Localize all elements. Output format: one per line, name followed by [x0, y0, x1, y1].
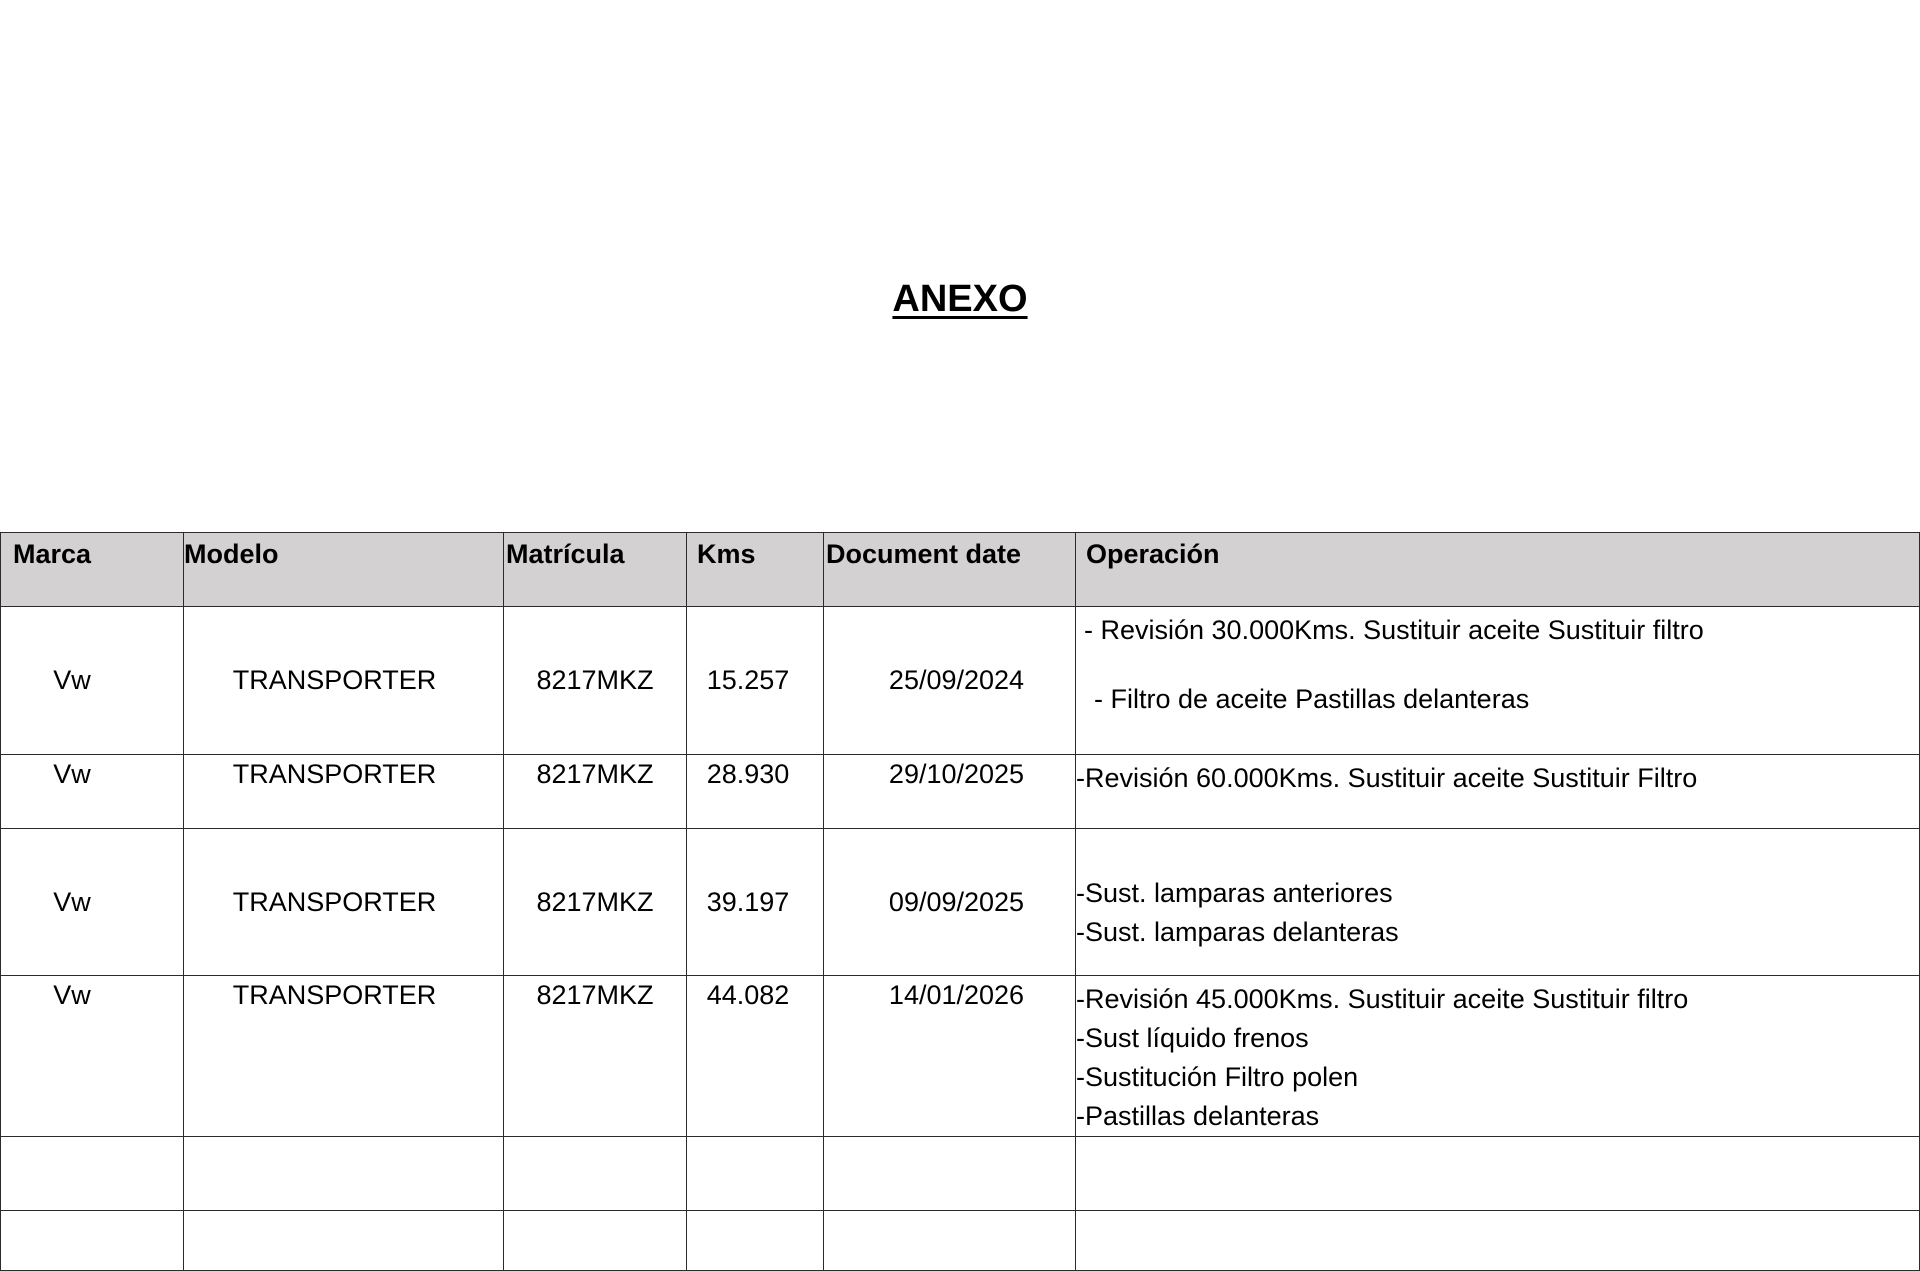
table-header-row — [1, 533, 1920, 607]
maintenance-table — [0, 532, 1920, 1271]
empty-cell — [824, 1211, 1076, 1271]
empty-cell — [687, 1137, 824, 1211]
table-row — [1, 976, 1920, 1137]
cell-kms: 28.930 — [687, 755, 824, 829]
cell-date: 25/09/2024 — [824, 607, 1076, 755]
header-marca: Marca — [1, 533, 184, 607]
header-matricula: Matrícula — [504, 533, 687, 607]
table-row — [1, 607, 1920, 755]
empty-cell — [687, 1211, 824, 1271]
cell-marca: Vw — [1, 829, 184, 976]
cell-marca: Vw — [1, 755, 184, 829]
cell-marca: Vw — [1, 976, 184, 1137]
table-row-empty — [1, 1211, 1920, 1271]
cell-matricula: 8217MKZ — [504, 976, 687, 1137]
cell-kms: 15.257 — [687, 607, 824, 755]
operation-line: -Sust líquido frenos — [1076, 1023, 1309, 1053]
cell-modelo: TRANSPORTER — [184, 755, 504, 829]
cell-marca: Vw — [1, 607, 184, 755]
header-operacion: Operación — [1076, 533, 1920, 607]
table-row-empty — [1, 1137, 1920, 1211]
operation-line: -Revisión 45.000Kms. Sustituir aceite Sustituir filtro — [1076, 984, 1689, 1014]
cell-operacion — [1076, 976, 1920, 1137]
operation-line: - Revisión 30.000Kms. Sustituir aceite Sustituir filtro — [1084, 615, 1704, 645]
header-document-date: Document date — [824, 533, 1076, 607]
cell-operacion — [1076, 829, 1920, 976]
cell-matricula: 8217MKZ — [504, 829, 687, 976]
empty-cell — [504, 1211, 687, 1271]
empty-cell — [1076, 1211, 1920, 1271]
table-row — [1, 829, 1920, 976]
cell-modelo: TRANSPORTER — [184, 976, 504, 1137]
empty-cell — [1, 1211, 184, 1271]
cell-modelo: TRANSPORTER — [184, 607, 504, 755]
cell-date: 29/10/2025 — [824, 755, 1076, 829]
header-kms: Kms — [687, 533, 824, 607]
operation-line: -Pastillas delanteras — [1076, 1101, 1320, 1131]
operation-line: -Sust. lamparas delanteras — [1076, 917, 1399, 947]
cell-kms: 44.082 — [687, 976, 824, 1137]
cell-date: 09/09/2025 — [824, 829, 1076, 976]
empty-cell — [824, 1137, 1076, 1211]
header-modelo: Modelo — [184, 533, 504, 607]
page-title: ANEXO — [892, 278, 1028, 320]
cell-date: 14/01/2026 — [824, 976, 1076, 1137]
empty-cell — [504, 1137, 687, 1211]
empty-cell — [1, 1137, 184, 1211]
operation-line: -Sust. lamparas anteriores — [1076, 878, 1393, 908]
operation-line: - Filtro de aceite Pastillas delanteras — [1094, 684, 1530, 714]
empty-cell — [1076, 1137, 1920, 1211]
table-row — [1, 755, 1920, 829]
cell-operacion — [1076, 755, 1920, 829]
empty-cell — [184, 1211, 504, 1271]
empty-cell — [184, 1137, 504, 1211]
cell-operacion — [1076, 607, 1920, 755]
cell-kms: 39.197 — [687, 829, 824, 976]
operation-line: -Sustitución Filtro polen — [1076, 1062, 1359, 1092]
cell-matricula: 8217MKZ — [504, 755, 687, 829]
cell-matricula: 8217MKZ — [504, 607, 687, 755]
cell-modelo: TRANSPORTER — [184, 829, 504, 976]
operation-line: -Revisión 60.000Kms. Sustituir aceite Sustituir Filtro — [1076, 763, 1698, 793]
